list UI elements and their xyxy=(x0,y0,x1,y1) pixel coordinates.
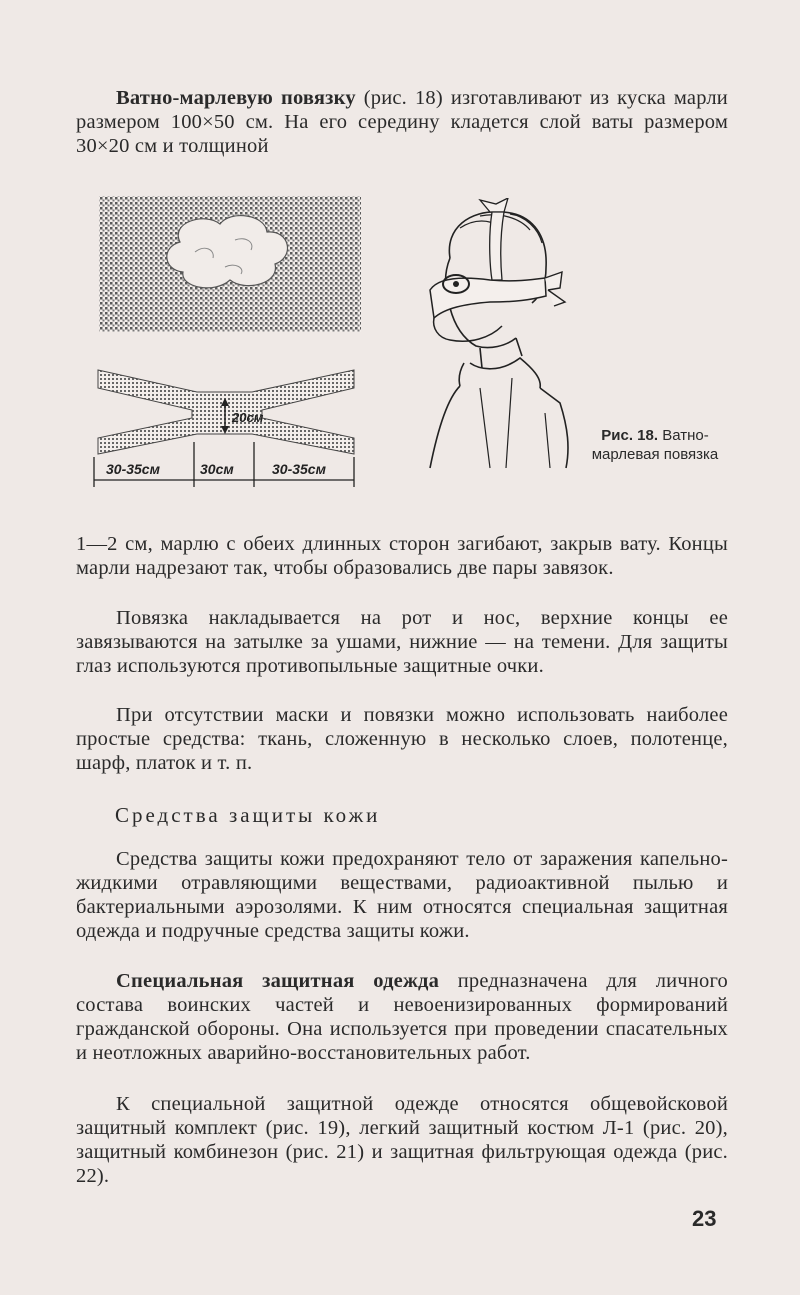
paragraph-special-clothing xyxy=(76,969,728,1065)
section-heading: Средства защиты кожи xyxy=(115,803,381,827)
paragraph-clothing-list: К специальной защитной одежде относятся общевойсковой защитный комплект (рис. 19), легкий защитный костюм Л-1 (рис. 20), защитный комбинезон (рис. 21) и защитная фильтрующая одежда (рис. 22). xyxy=(76,1093,728,1187)
dim-middle-label: 30см xyxy=(200,461,234,477)
paragraph-special-clothing-text: предназначена для личного состава воинских частей и невоенизированных формирований гражданской обороны. Она используется при проведении спасательных и неотложных аварийно-восстановительных работ. xyxy=(76,970,728,1064)
paragraph-intro xyxy=(76,86,728,158)
paragraph-application: Повязка накладывается на рот и нос, верхние концы ее завязываются на затылке за ушами, нижние — на темени. Для защиты глаз используются противопыльные защитные очки. xyxy=(76,607,728,677)
paragraph-skin-protection: Средства защиты кожи предохраняют тело от заражения капельно-жидкими отравляющими веществами, радиоактивной пылью и бактериальными аэрозолями. К ним относятся специальная защитная одежда и подручные средства защиты кожи. xyxy=(76,848,728,942)
figure-caption-label: Рис. 18. xyxy=(601,427,659,444)
term-bandage: Ватно-марлевую повязку xyxy=(116,87,356,109)
gauze-rectangle-illustration xyxy=(95,192,365,337)
dim-height-label: 20см xyxy=(232,410,264,425)
person-wearing-bandage-illustration xyxy=(420,198,570,473)
figure-caption-text: Ватно-марлевая повязка xyxy=(591,427,719,463)
page-number: 23 xyxy=(692,1206,717,1231)
paragraph-alternatives: При отсутствии маски и повязки можно использовать наиболее простые средства: ткань, сложенную в несколько слоев, полотенце, шарф, платок и т. п. xyxy=(76,704,728,774)
figure-caption xyxy=(584,426,726,464)
paragraph-folding: 1—2 см, марлю с обеих длинных сторон загибают, закрыв вату. Концы марли надрезают так, чтобы образовались две пары завязок. xyxy=(76,533,728,579)
paragraph-intro-text: (рис. 18) изготавливают из куска марли размером 100×50 см. На его середину кладется слой ваты размером 30×20 см и толщиной xyxy=(76,87,728,157)
folded-bandage-diagram xyxy=(92,362,362,492)
dim-right-label: 30-35см xyxy=(272,461,326,477)
dim-left-label: 30-35см xyxy=(106,461,160,477)
term-special-clothing: Специальная защитная одежда xyxy=(116,970,440,992)
